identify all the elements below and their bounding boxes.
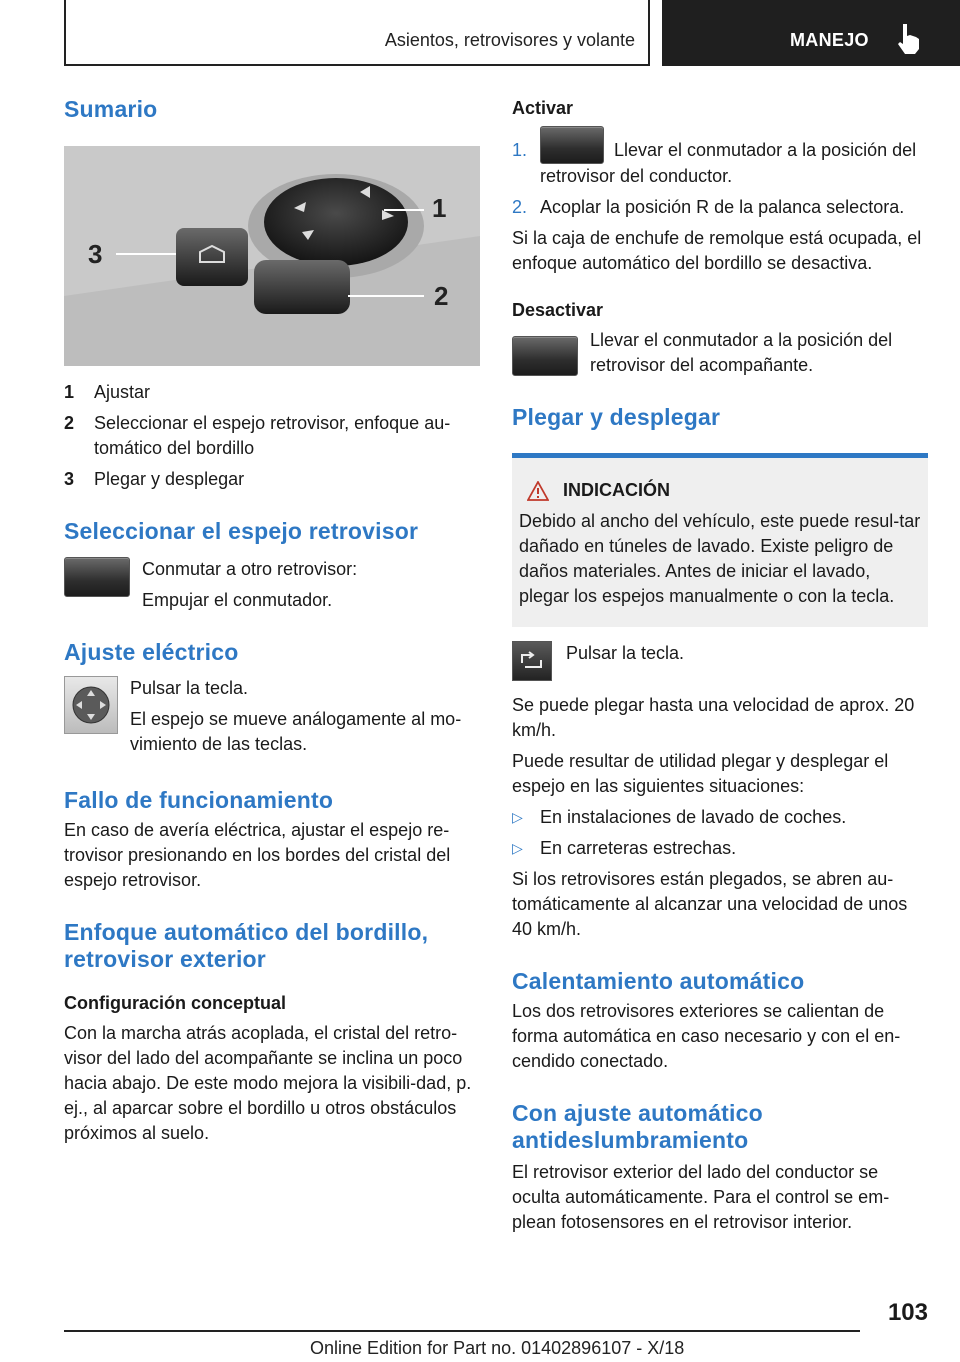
legend-item: 2 Seleccionar el espejo retrovisor, enfoque au‐tomático del bordillo (64, 413, 451, 458)
fold-mirror-icon (512, 641, 552, 681)
deactivate-block (512, 328, 928, 378)
page-number: 103 (887, 1299, 928, 1326)
fold-press-block (512, 641, 928, 681)
select-mirror-line2: Empujar el conmutador. (142, 590, 333, 610)
activate-step: 1. Llevar el conmutador a la posición del retrovisor del conductor. (512, 138, 928, 189)
notice-title-row (527, 478, 921, 503)
left-column (64, 96, 480, 1146)
photo-label-1: 1 (432, 193, 447, 223)
heating-text: Los dos retrovisores exteriores se calientan de forma automática en caso necesario y con el en‐cendido conectado. (512, 1001, 901, 1071)
header-left-rule (64, 0, 66, 64)
footer-edition: Online Edition for Part no. 01402896107 - X/18 (310, 1338, 685, 1358)
fold-auto-text: Si los retrovisores están plegados, se abren au‐tomáticamente al alcanzar una velocidad de unos 40 km/h. (512, 869, 908, 939)
curb-focus-heading: Enfoque automático del bordillo, retrovisor exterior (64, 919, 429, 972)
electric-adjust-heading: Ajuste eléctrico (64, 639, 239, 665)
legend-item: 1 Ajustar (64, 382, 151, 402)
direction-pad-icon (64, 676, 118, 734)
deactivate-text: Llevar el conmutador a la posición del retrovisor del acompañante. (590, 330, 893, 375)
fold-press-text: Pulsar la tecla. (566, 643, 685, 663)
fold-useful-text: Puede resultar de utilidad plegar y desplegar el espejo en las siguientes situaciones: (512, 751, 889, 796)
photo-label-2: 2 (434, 281, 449, 311)
fold-speed-text: Se puede plegar hasta una velocidad de aprox. 20 km/h. (512, 695, 915, 740)
legend-list (64, 380, 480, 492)
mirror-switch-illustration (64, 146, 480, 366)
triangle-bullet-icon: ▷ (512, 809, 523, 825)
fold-heading: Plegar y desplegar (512, 404, 721, 430)
toggle-switch-icon (512, 336, 578, 376)
sumario-heading: Sumario (64, 96, 158, 122)
electric-adjust-line1: Pulsar la tecla. (130, 678, 249, 698)
fault-heading: Fallo de funcionamiento (64, 787, 334, 813)
fault-text: En caso de avería eléctrica, ajustar el espejo re‐trovisor presionando en los bordes del cristal del espejo retrovisor. (64, 820, 451, 890)
fold-bullet: ▷ En instalaciones de lavado de coches. (512, 805, 928, 830)
photo-label-3: 3 (88, 239, 103, 269)
activate-note: Si la caja de enchufe de remolque está ocupada, el enfoque automático del bordillo se desactiva. (512, 228, 922, 273)
anti-glare-text: El retrovisor exterior del lado del conductor se oculta automáticamente. Para el control se em‐plean fotosensores en el retrovisor interior. (512, 1162, 890, 1232)
activate-heading: Activar (512, 98, 574, 118)
header-bottom-rule (64, 64, 648, 66)
warning-icon (527, 481, 549, 501)
heating-heading: Calentamiento automático (512, 968, 805, 994)
concept-heading: Configuración conceptual (64, 993, 287, 1013)
footer-rule (64, 1330, 860, 1332)
toggle-switch-icon (540, 126, 604, 164)
anti-glare-heading: Con ajuste automático antideslumbramiento (512, 1100, 763, 1153)
header-title: Asientos, retrovisores y volante (384, 30, 635, 50)
mirror-switch-photo (64, 146, 480, 366)
notice-text: Debido al ancho del vehículo, este puede resul‐tar dañado en túneles de lavado. Existe peligro de daños materiales. Antes de iniciar el lavado, plegar los espejos manualmente o con la tecla. (519, 511, 921, 606)
select-mirror-line1: Conmutar a otro retrovisor: (142, 559, 358, 579)
toggle-switch-icon (64, 557, 130, 597)
fold-bullet: ▷ En carreteras estrechas. (512, 836, 928, 861)
electric-adjust-block (64, 676, 480, 757)
select-mirror-block (64, 557, 480, 613)
legend-item: 3 Plegar y desplegar (64, 469, 245, 489)
hand-pointer-icon (893, 22, 925, 56)
select-mirror-heading: Seleccionar el espejo retrovisor (64, 518, 419, 544)
concept-text: Con la marcha atrás acoplada, el cristal del retro‐visor del lado del acompañante se inclina un poco hacia abajo. De este modo mejora la visibili‐dad, p. ej., al aparcar sobre el bordillo u otros obstáculos próximos al suelo. (64, 1023, 472, 1143)
triangle-bullet-icon: ▷ (512, 840, 523, 856)
activate-step: 2. Acoplar la posición R de la palanca selectora. (512, 197, 905, 217)
electric-adjust-line2: El espejo se mueve análogamente al mo‐vimiento de las teclas. (130, 709, 462, 754)
notice-box (512, 453, 928, 627)
right-column (512, 96, 928, 1235)
deactivate-heading: Desactivar (512, 300, 604, 320)
header-separator (648, 0, 650, 66)
header-tab-label[interactable]: MANEJO (790, 30, 869, 50)
notice-title: INDICACIÓN (563, 480, 670, 500)
